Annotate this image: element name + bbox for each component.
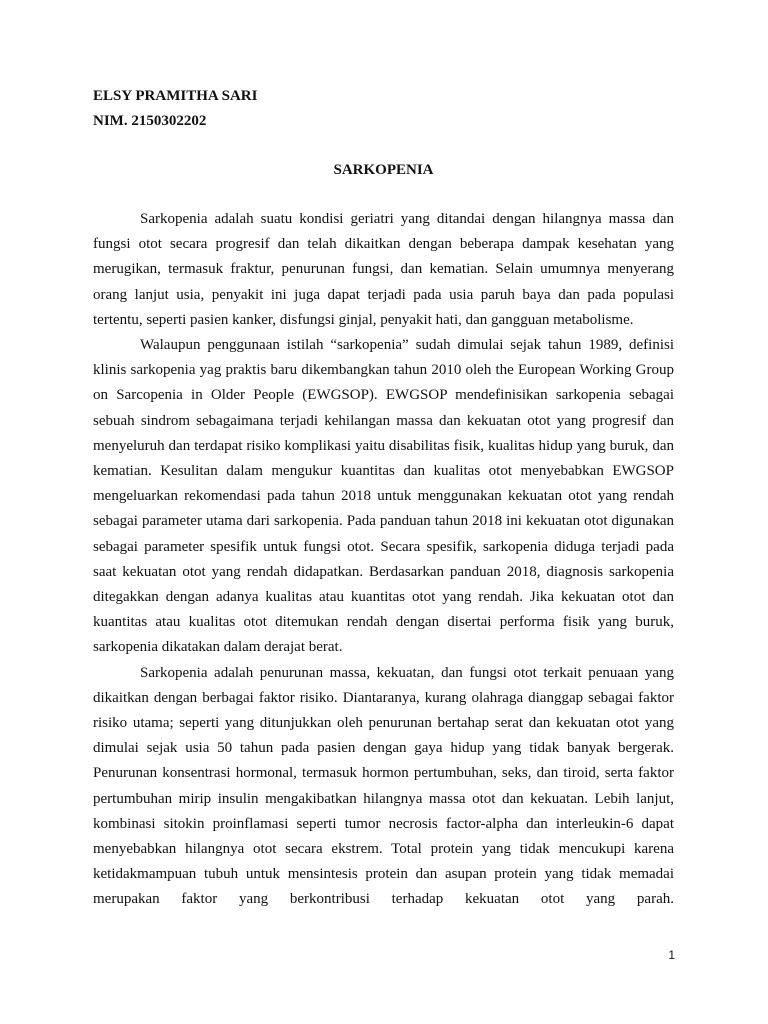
- author-nim: NIM. 2150302202: [93, 113, 207, 129]
- author-name: ELSY PRAMITHA SARI: [93, 88, 258, 104]
- document-body: [93, 207, 674, 913]
- document-title: SARKOPENIA: [333, 162, 434, 178]
- page-number: 1: [668, 948, 675, 962]
- paragraph-3: Sarkopenia adalah penurunan massa, kekuatan, dan fungsi otot terkait penuaan yang dikaitkan dengan berbagai faktor risiko. Diantaranya, kurang olahraga dianggap sebagai faktor risiko utama; seperti yang ditunjukkan oleh penurunan bertahap serat dan kekuatan otot yang dimulai sejak usia 50 tahun pada pasien dengan gaya hidup yang tidak banyak bergerak. Penurunan konsentrasi hormonal, termasuk hormon pertumbuhan, seks, dan tiroid, serta faktor pertumbuhan mirip insulin mengakibatkan hilangnya massa otot dan kekuatan. Lebih lanjut, kombinasi sitokin proinflamasi seperti tumor necrosis factor-alpha dan interleukin-6 dapat menyebabkan hilangnya otot secara ekstrem. Total protein yang tidak mencukupi karena ketidakmampuan tubuh untuk mensintesis protein dan asupan protein yang tidak memadai merupakan faktor yang berkontribusi terhadap kekuatan otot yang parah.: [93, 664, 674, 908]
- paragraph-1: Sarkopenia adalah suatu kondisi geriatri yang ditandai dengan hilangnya massa dan fungsi otot secara progresif dan telah dikaitkan dengan beberapa dampak kesehatan yang merugikan, termasuk fraktur, penurunan fungsi, dan kematian. Selain umumnya menyerang orang lanjut usia, penyakit ini juga dapat terjadi pada usia paruh baya dan pada populasi tertentu, seperti pasien kanker, disfungsi ginjal, penyakit hati, dan gangguan metabolisme.: [93, 211, 674, 328]
- paragraph-2: Walaupun penggunaan istilah “sarkopenia” sudah dimulai sejak tahun 1989, definisi klinis sarkopenia yag praktis baru dikembangkan tahun 2010 oleh the European Working Group on Sarcopenia in Older People (EWGSOP). EWGSOP mendefinisikan sarkopenia sebagai sebuah sindrom sebagaimana terjadi kehilangan massa dan kekuatan otot yang progresif dan menyeluruh dan terdapat risiko komplikasi yaitu disabilitas fisik, kualitas hidup yang buruk, dan kematian. Kesulitan dalam mengukur kuantitas dan kualitas otot menyebabkan EWGSOP mengeluarkan rekomendasi pada tahun 2018 untuk menggunakan kekuatan otot yang rendah sebagai parameter utama dari sarkopenia. Pada panduan tahun 2018 ini kekuatan otot digunakan sebagai parameter spesifik untuk fungsi otot. Secara spesifik, sarkopenia diduga terjadi pada saat kekuatan otot yang rendah didapatkan. Berdasarkan panduan 2018, diagnosis sarkopenia ditegakkan dengan adanya kualitas atau kuantitas otot yang rendah. Jika kekuatan otot dan kuantitas atau kualitas otot ditemukan rendah dengan disertai performa fisik yang buruk, sarkopenia dikatakan dalam derajat berat.: [93, 337, 674, 656]
